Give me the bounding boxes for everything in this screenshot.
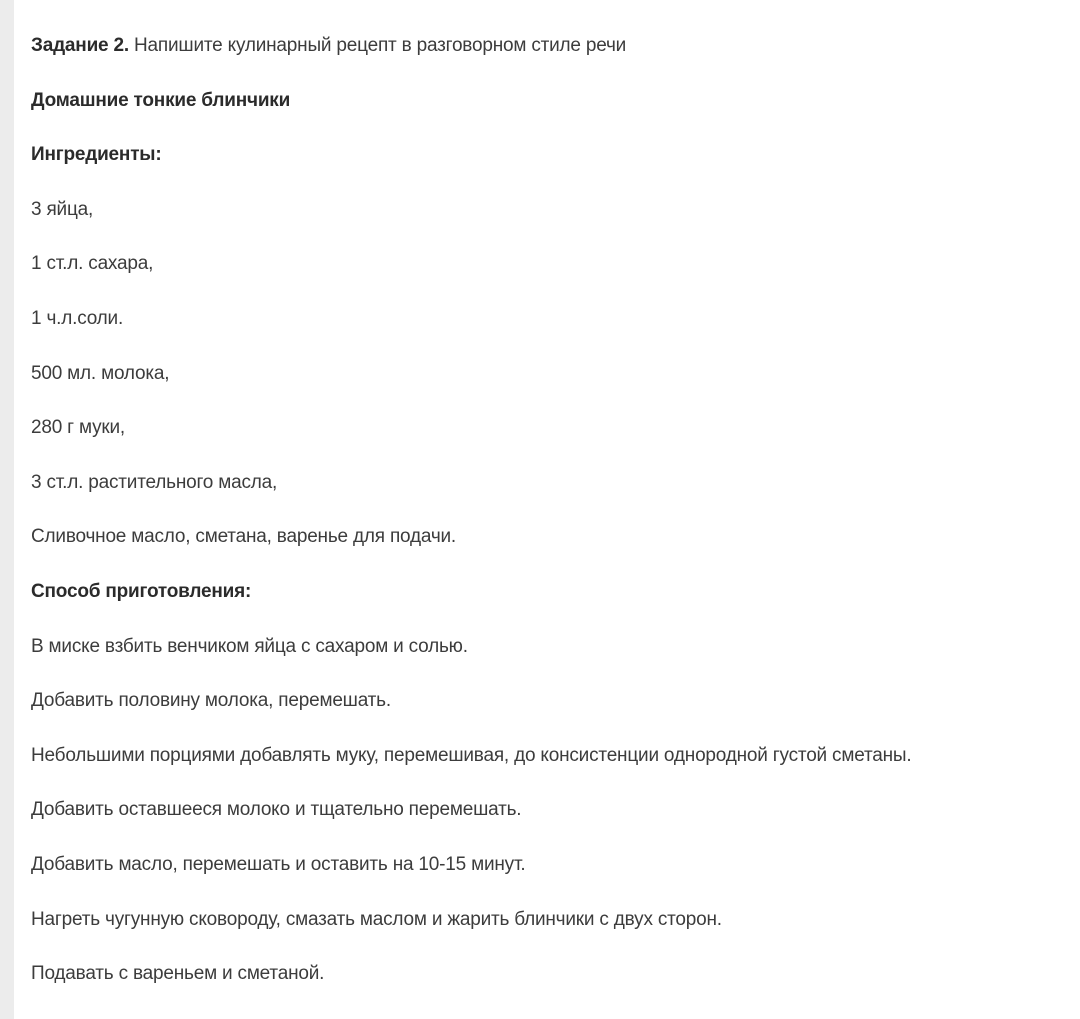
method-step: Добавить масло, перемешать и оставить на 10-15 минут.	[31, 853, 526, 875]
left-border	[0, 0, 14, 1019]
method-step: В миске взбить венчиком яйца с сахаром и солью.	[31, 635, 468, 657]
ingredient-item: 280 г муки,	[31, 417, 125, 439]
task-line	[31, 28, 1071, 83]
method-step: Добавить оставшееся молоко и тщательно перемешать.	[31, 799, 522, 821]
ingredient-item: 1 ч.л.соли.	[31, 307, 124, 329]
ingredient-item: 500 мл. молока,	[31, 362, 170, 384]
ingredient-item: 1 ст.л. сахара,	[31, 253, 154, 275]
ingredient-item: 3 ст.л. растительного масла,	[31, 471, 278, 493]
ingredients-heading: Ингредиенты:	[31, 144, 162, 166]
method-step: Нагреть чугунную сковороду, смазать маслом и жарить блинчики с двух сторон.	[31, 908, 722, 930]
method-step: Небольшими порциями добавлять муку, перемешивая, до консистенции однородной густой сметаны.	[31, 744, 912, 766]
ingredient-item: 3 яйца,	[31, 198, 94, 220]
method-step: Добавить половину молока, перемешать.	[31, 690, 391, 712]
method-heading: Способ приготовления:	[31, 580, 252, 602]
method-step: Подавать с вареньем и сметаной.	[31, 963, 325, 985]
document-content	[31, 28, 1071, 1011]
task-text: Напишите кулинарный рецепт в разговорном стиле речи	[128, 35, 627, 56]
task-label: Задание 2.	[31, 35, 129, 56]
recipe-title: Домашние тонкие блинчики	[31, 89, 291, 111]
ingredient-item: Сливочное масло, сметана, варенье для подачи.	[31, 526, 457, 548]
